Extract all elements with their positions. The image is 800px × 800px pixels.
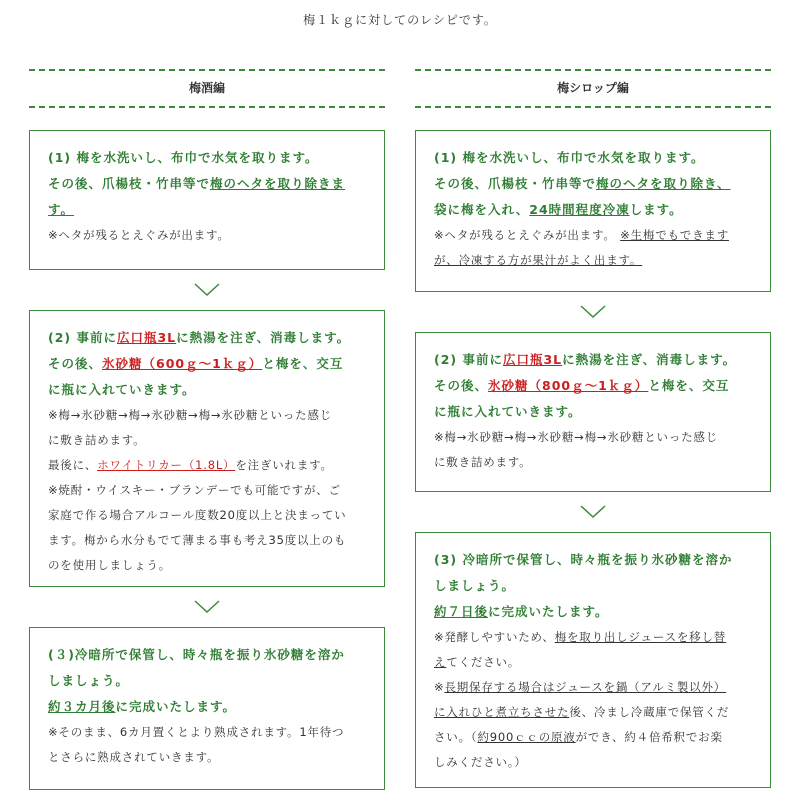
- step-note: 最後に、ホワイトリカー（1.8L）を注ぎいれます。: [48, 458, 333, 472]
- step-note: えてください。: [434, 655, 521, 669]
- umeshu-step-2: [29, 310, 385, 587]
- step-text: に瓶に入れていきます。: [48, 382, 196, 397]
- intro-text: 梅１ｋｇに対してのレシピです。: [303, 13, 497, 27]
- syrup-step-3: [415, 532, 771, 788]
- umeshu-column: [29, 69, 385, 790]
- chevron-down-icon: [415, 492, 771, 532]
- step-heading: (３)冷暗所で保管し、時々瓶を振り氷砂糖を溶か: [48, 647, 345, 662]
- step-text: しましょう。: [48, 673, 130, 688]
- syrup-step-2: [415, 332, 771, 492]
- step-note: ※ヘタが残るとえぐみが出ます。: [48, 228, 230, 242]
- syrup-step-1: [415, 130, 771, 292]
- step-heading: (3) 冷暗所で保管し、時々瓶を振り氷砂糖を溶か: [434, 552, 733, 567]
- chevron-down-icon: [29, 270, 385, 310]
- step-note: ※長期保存する場合はジュースを鍋（アルミ製以外）: [434, 680, 727, 694]
- ume-syrup-title: 梅シロップ編: [415, 69, 771, 108]
- step-note: ※梅→氷砂糖→梅→氷砂糖→梅→氷砂糖といった感じ: [48, 408, 333, 422]
- step-text: 約３カ月後に完成いたします。: [48, 699, 237, 714]
- chevron-down-icon: [29, 587, 385, 627]
- step-text: す。: [48, 202, 75, 217]
- umeshu-step-1: [29, 130, 385, 270]
- step-heading: (2) 事前に広口瓶3Lに熱湯を注ぎ、消毒します。: [48, 330, 351, 345]
- step-text: 約７日後に完成いたします。: [434, 604, 609, 619]
- step-text: その後、氷砂糖（800ｇ〜1ｋｇ）と梅を、交互: [434, 378, 730, 393]
- step-note: 家庭で作る場合アルコール度数20度以上と決まってい: [48, 508, 347, 522]
- step-note: ます。梅から水分もでて薄まる事も考え35度以上のも: [48, 533, 347, 547]
- step-heading: (1) 梅を水洗いし、布巾で水気を取ります。: [434, 150, 705, 165]
- step-text: その後、爪楊枝・竹串等で梅のヘタを取り除きま: [48, 176, 346, 191]
- step-note: とさらに熟成されていきます。: [48, 750, 220, 764]
- step-note: ※ヘタが残るとえぐみが出ます。 ※生梅でもできます: [434, 228, 730, 242]
- step-text: しましょう。: [434, 578, 516, 593]
- step-note: ※焼酎・ウイスキー・ブランデーでも可能ですが、ご: [48, 483, 341, 497]
- chevron-down-icon: [415, 292, 771, 332]
- step-note: のを使用しましょう。: [48, 558, 171, 572]
- step-note: に入れひと煮立ちさせた後、冷まし冷蔵庫で保管くだ: [434, 705, 730, 719]
- step-note: しみください。）: [434, 755, 527, 769]
- step-note: ※梅→氷砂糖→梅→氷砂糖→梅→氷砂糖といった感じ: [434, 430, 719, 444]
- umeshu-title: 梅酒編: [29, 69, 385, 108]
- ume-syrup-column: [415, 69, 771, 788]
- step-heading: (1) 梅を水洗いし、布巾で水気を取ります。: [48, 150, 319, 165]
- step-heading: (2) 事前に広口瓶3Lに熱湯を注ぎ、消毒します。: [434, 352, 737, 367]
- step-text: に瓶に入れていきます。: [434, 404, 582, 419]
- step-note: ※発酵しやすいため、梅を取り出しジュースを移し替: [434, 630, 727, 644]
- step-note: に敷き詰めます。: [48, 433, 146, 447]
- step-note: ※そのまま、6カ月置くとより熟成されます。1年待つ: [48, 725, 345, 739]
- step-text: 袋に梅を入れ、24時間程度冷凍します。: [434, 202, 683, 217]
- step-text: その後、爪楊枝・竹串等で梅のヘタを取り除き、: [434, 176, 731, 191]
- umeshu-step-3: [29, 627, 385, 790]
- white-liquor-link[interactable]: ホワイトリカー（1.8L）: [97, 458, 236, 472]
- step-text: その後、氷砂糖（600ｇ〜1ｋｇ）と梅を、交互: [48, 356, 344, 371]
- step-note: に敷き詰めます。: [434, 455, 532, 469]
- step-note: が、冷凍する方が果汁がよく出ます。: [434, 253, 643, 267]
- step-note: さい。（約900ｃｃの原液ができ、約４倍希釈でお楽: [434, 730, 723, 744]
